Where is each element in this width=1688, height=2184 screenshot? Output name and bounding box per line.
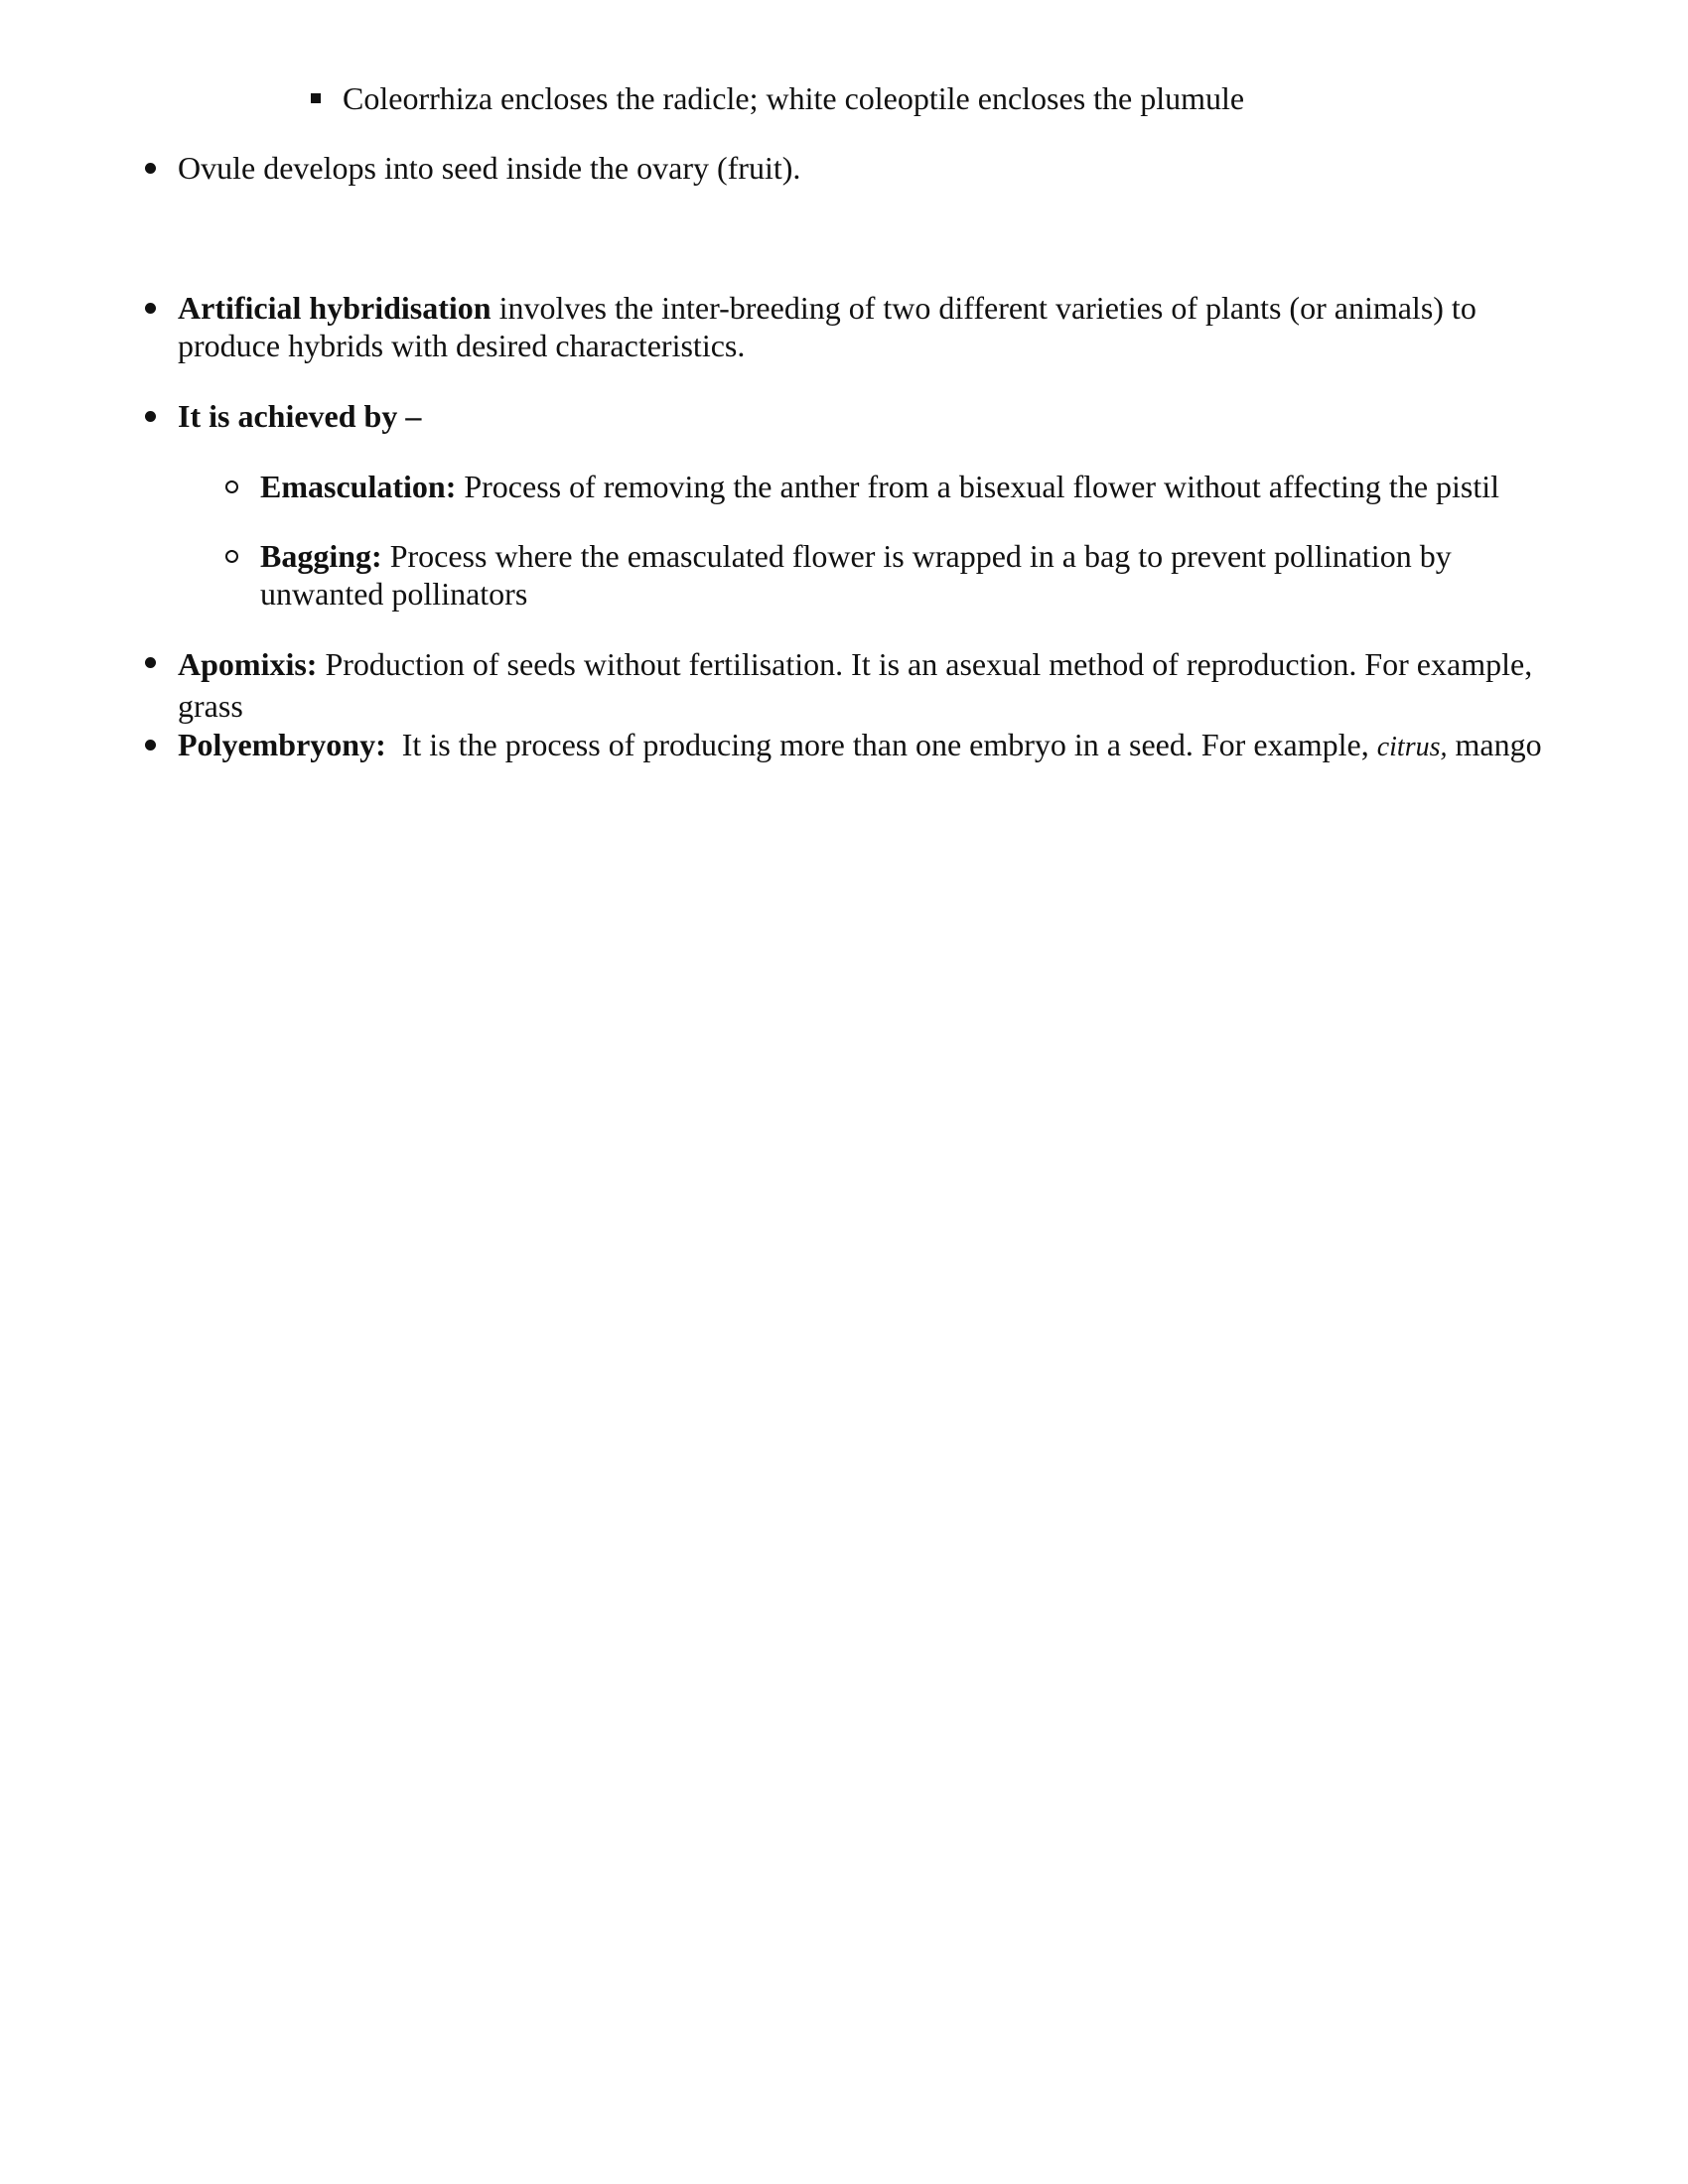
disc-bullet-icon bbox=[145, 411, 156, 422]
circle-bullet-icon bbox=[225, 480, 238, 493]
bagging-text: Process where the emasculated flower is wrapped in a bag to prevent pollination by unwanted pollinators bbox=[260, 538, 1452, 612]
coleorrhiza-text: Coleorrhiza encloses the radicle; white coleoptile encloses the plumule bbox=[343, 80, 1245, 116]
apomixis-term: Apomixis: bbox=[178, 646, 318, 682]
disc-bullet-icon bbox=[145, 163, 156, 174]
polyembryony-italic-citrus: citrus, bbox=[1376, 732, 1448, 762]
apomixis-text: Production of seeds without fertilisation. It is an asexual method of reproduction. For example, grass bbox=[178, 646, 1533, 724]
list-item-polyembryony bbox=[178, 726, 1542, 766]
disc-bullet-icon bbox=[145, 740, 156, 751]
ovule-text: Ovule develops into seed inside the ovary (fruit). bbox=[178, 150, 801, 186]
list-item-ovule bbox=[178, 149, 800, 187]
polyembryony-term: Polyembryony: bbox=[178, 727, 386, 762]
polyembryony-end: mango bbox=[1447, 727, 1542, 762]
circle-bullet-icon bbox=[225, 550, 238, 563]
list-item-apomixis bbox=[178, 643, 1568, 727]
disc-bullet-icon bbox=[145, 303, 156, 314]
bagging-term: Bagging: bbox=[260, 538, 382, 574]
emasculation-text: Process of removing the anther from a bisexual flower without affecting the pistil bbox=[456, 469, 1500, 504]
emasculation-term: Emasculation: bbox=[260, 469, 457, 504]
list-item-achieved-by bbox=[178, 397, 421, 435]
achieved-by-text: It is achieved by – bbox=[178, 398, 422, 434]
artificial-hybridisation-text: involves the inter-breeding of two different varieties of plants (or animals) to produce hybrids with desired characteristics. bbox=[178, 290, 1477, 363]
list-item-bagging bbox=[260, 537, 1531, 613]
list-item-artificial-hybridisation bbox=[178, 289, 1548, 364]
artificial-hybridisation-term: Artificial hybridisation bbox=[178, 290, 492, 326]
list-item-coleorrhiza bbox=[343, 79, 1244, 117]
list-item-emasculation bbox=[260, 468, 1499, 505]
square-bullet-icon bbox=[311, 93, 321, 103]
disc-bullet-icon bbox=[145, 657, 156, 668]
polyembryony-text: It is the process of producing more than one embryo in a seed. For example, bbox=[385, 727, 1377, 762]
